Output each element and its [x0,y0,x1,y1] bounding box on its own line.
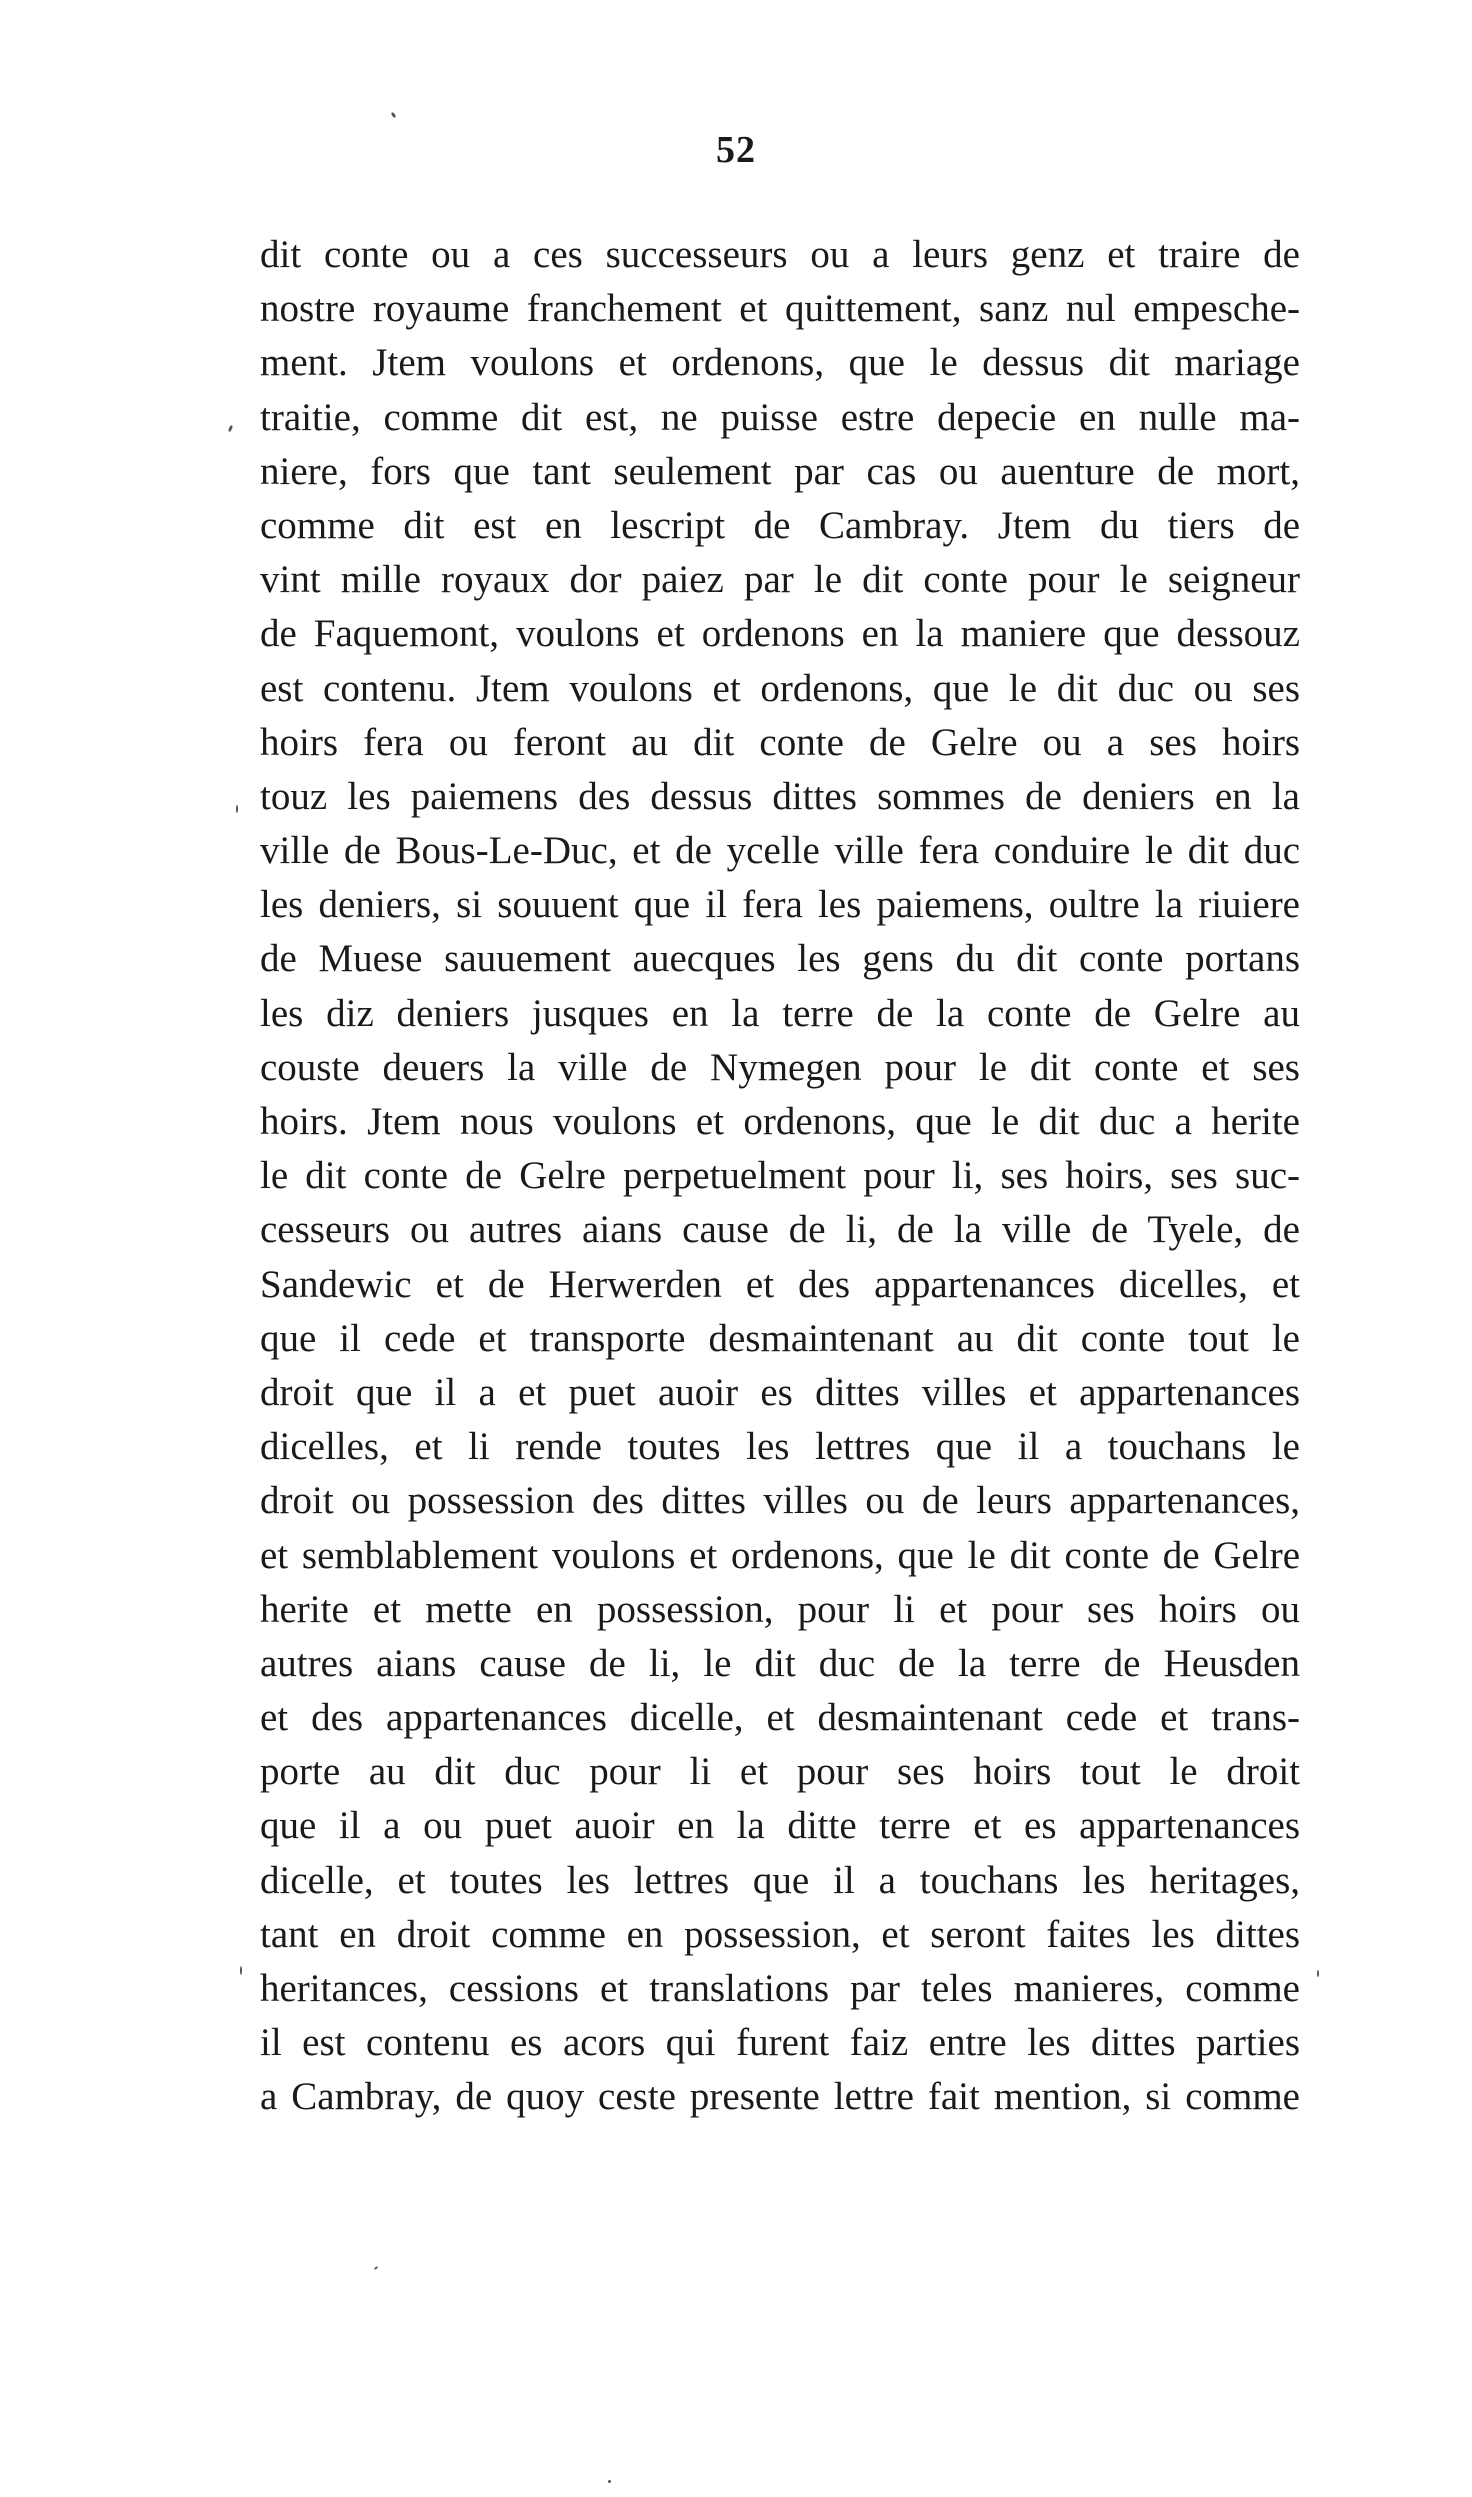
text-line: dicelle, et toutes les lettres que il a touchans les heritages, [260,1858,1300,1902]
scan-speck [374,2266,378,2270]
text-line: touz les paiemens des dessus dittes sommes de deniers en la [260,774,1300,818]
text-line: que il cede et transporte desmaintenant au dit conte tout le [260,1316,1300,1360]
text-line: cesseurs ou autres aians cause de li, de la ville de Tyele, de [260,1208,1300,1252]
text-line: traitie, comme dit est, ne puisse estre depecie en nulle ma- [260,395,1300,439]
text-line: niere, fors que tant seulement par cas ou auenture de mort, [260,449,1300,493]
text-line: de Faquemont, voulons et ordenons en la maniere que dessouz [260,612,1300,656]
text-line: hoirs. Jtem nous voulons et ordenons, que le dit duc a herite [260,1100,1300,1143]
page-number: 52 [716,129,756,171]
text-line: vint mille royaux dor paiez par le dit conte pour le seigneur [260,558,1300,602]
text-line: est contenu. Jtem voulons et ordenons, que le dit duc ou ses [260,666,1300,710]
text-line: hoirs fera ou feront au dit conte de Gelre ou a ses hoirs [260,720,1300,764]
text-line: le dit conte de Gelre perpetuelment pour li, ses hoirs, ses suc- [260,1154,1300,1198]
text-line: tant en droit comme en possession, et seront faites les dittes [260,1912,1300,1956]
text-line: nostre royaume franchement et quittement, sanz nul empesche- [260,287,1300,331]
body-text [260,228,1300,2125]
text-line: ville de Bous-Le-Duc, et de ycelle ville fera conduire le dit duc [260,829,1300,873]
text-line: que il a ou puet auoir en la ditte terre et es appartenances [260,1804,1300,1848]
scan-speck [228,425,234,433]
scan-speck [608,2480,611,2483]
text-line: heritances, cessions et translations par teles manieres, comme [260,1967,1300,2010]
text-line: et semblablement voulons et ordenons, que le dit conte de Gelre [260,1533,1300,1577]
text-line: dicelles, et li rende toutes les lettres que il a touchans le [260,1425,1300,1469]
text-line: autres aians cause de li, le dit duc de la terre de Heusden [260,1641,1300,1685]
text-line: ment. Jtem voulons et ordenons, que le dessus dit mariage [260,341,1300,385]
text-line: les diz deniers jusques en la terre de la conte de Gelre au [260,991,1300,1035]
text-line: droit que il a et puet auoir es dittes villes et appartenances [260,1370,1300,1414]
text-line: comme dit est en lescript de Cambray. Jtem du tiers de [260,503,1300,547]
text-line: a Cambray, de quoy ceste presente lettre fait mention, si comme [260,2075,1300,2119]
text-line: dit conte ou a ces successeurs ou a leurs genz et traire de [260,233,1300,276]
text-line: de Muese sauuement auecques les gens du dit conte portans [260,937,1300,981]
text-line: Sandewic et de Herwerden et des appartenances dicelles, et [260,1262,1300,1306]
scan-speck [1317,1970,1319,1977]
scan-speck [391,112,397,119]
text-line: droit ou possession des dittes villes ou de leurs appartenances, [260,1479,1300,1523]
scan-speck [236,805,238,813]
text-line: porte au dit duc pour li et pour ses hoirs tout le droit [260,1750,1300,1794]
text-line: il est contenu es acors qui furent faiz entre les dittes parties [260,2021,1300,2065]
scan-speck [240,1966,242,1975]
text-line: les deniers, si souuent que il fera les paiemens, oultre la riuiere [260,883,1300,927]
text-line: couste deuers la ville de Nymegen pour le dit conte et ses [260,1045,1300,1089]
text-line: et des appartenances dicelle, et desmaintenant cede et trans- [260,1696,1300,1740]
text-line: herite et mette en possession, pour li et pour ses hoirs ou [260,1587,1300,1631]
